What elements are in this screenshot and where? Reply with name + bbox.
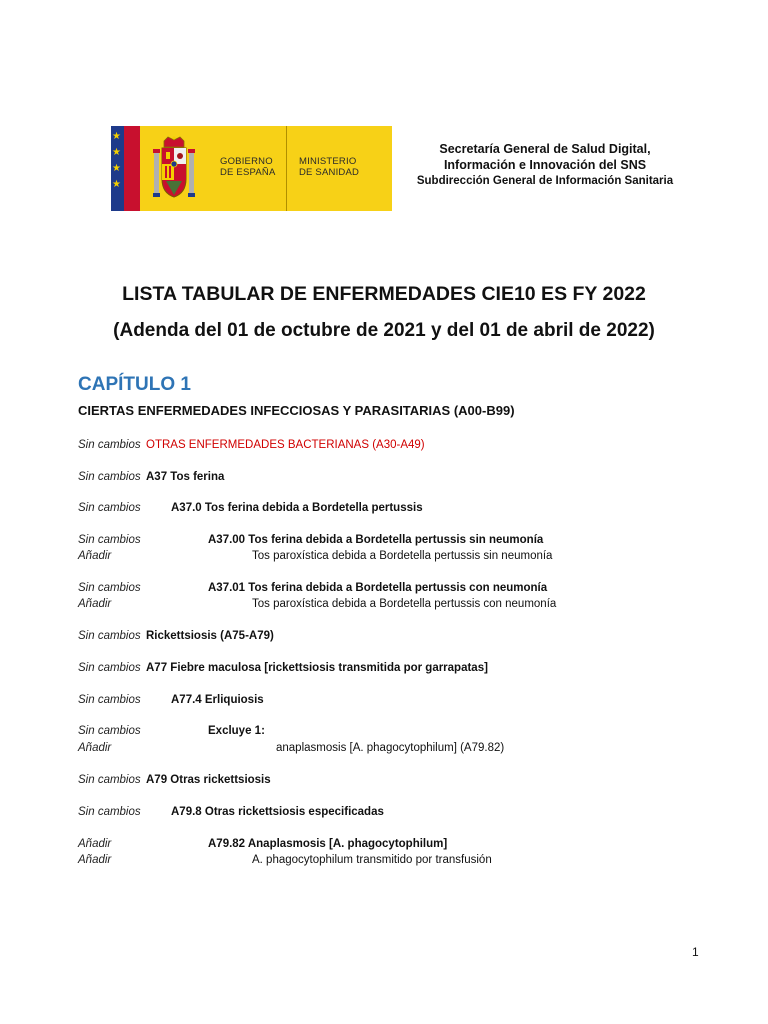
entry-text: A37.01 Tos ferina debida a Bordetella pertussis con neumonía <box>208 582 548 594</box>
entry-text: anaplasmosis [A. phagocytophilum] (A79.82) <box>276 742 505 754</box>
star-icon: ★ <box>112 147 121 158</box>
chapter-heading: CAPÍTULO 1 <box>78 374 191 395</box>
action-label: Sin cambios <box>78 582 141 594</box>
page-number: 1 <box>692 945 699 959</box>
entry-text: A37.00 Tos ferina debida a Bordetella pertussis sin neumonía <box>208 534 544 546</box>
entry-text: A77.4 Erliquiosis <box>171 694 264 706</box>
document-title: LISTA TABULAR DE ENFERMEDADES CIE10 ES FY 2022 <box>122 283 646 305</box>
entry-row <box>0 740 768 756</box>
entry-row <box>0 692 768 708</box>
entry-row <box>0 836 768 852</box>
action-label: Añadir <box>78 598 112 610</box>
chapter-subtitle: CIERTAS ENFERMEDADES INFECCIOSAS Y PARASITARIAS (A00-B99) <box>78 403 515 418</box>
entry-row <box>0 660 768 676</box>
entry-text: OTRAS ENFERMEDADES BACTERIANAS (A30-A49) <box>146 439 425 451</box>
action-label: Sin cambios <box>78 806 141 818</box>
action-label: Sin cambios <box>78 439 141 451</box>
action-label: Sin cambios <box>78 662 141 674</box>
government-logo <box>111 126 392 211</box>
action-label: Añadir <box>78 838 112 850</box>
agency-line-2: Información e Innovación del SNS <box>443 158 647 172</box>
gobierno-text: GOBIERNO DE ESPAÑA <box>220 156 276 178</box>
entry-row <box>0 548 768 564</box>
action-label: Sin cambios <box>78 725 141 737</box>
entry-text: Tos paroxística debida a Bordetella pertussis sin neumonía <box>252 550 553 562</box>
entry-row <box>0 772 768 788</box>
document-subtitle: (Adenda del 01 de octubre de 2021 y del 01 de abril de 2022) <box>113 320 655 341</box>
entry-row <box>0 628 768 644</box>
entry-text: Rickettsiosis (A75-A79) <box>146 630 274 642</box>
entry-row <box>0 804 768 820</box>
eu-flag-strip <box>111 126 140 211</box>
entry-row <box>0 532 768 548</box>
entry-text: Excluye 1: <box>208 725 265 737</box>
action-label: Añadir <box>78 742 112 754</box>
entry-row <box>0 596 768 612</box>
entry-row <box>0 723 768 739</box>
action-label: Añadir <box>78 854 112 866</box>
action-label: Sin cambios <box>78 694 141 706</box>
coat-of-arms-icon <box>152 135 196 203</box>
agency-header <box>400 141 690 189</box>
entry-row <box>0 500 768 516</box>
action-label: Sin cambios <box>78 471 141 483</box>
entry-text: A37 Tos ferina <box>146 471 225 483</box>
star-icon: ★ <box>112 179 121 190</box>
ministerio-text: MINISTERIO DE SANIDAD <box>299 156 360 178</box>
entry-row <box>0 437 768 453</box>
entry-text: Tos paroxística debida a Bordetella pertussis con neumonía <box>252 598 557 610</box>
entry-row <box>0 469 768 485</box>
action-label: Sin cambios <box>78 774 141 786</box>
agency-line-3: Subdirección General de Información Sanitaria <box>416 175 674 187</box>
action-label: Sin cambios <box>78 534 141 546</box>
entry-row <box>0 852 768 868</box>
entry-text: A79 Otras rickettsiosis <box>146 774 271 786</box>
star-icon: ★ <box>112 131 121 142</box>
agency-line-1: Secretaría General de Salud Digital, <box>439 142 651 156</box>
entry-text: A77 Fiebre maculosa [rickettsiosis transmitida por garrapatas] <box>146 662 488 674</box>
action-label: Sin cambios <box>78 502 141 514</box>
entry-text: A37.0 Tos ferina debida a Bordetella pertussis <box>171 502 423 514</box>
star-icon: ★ <box>112 163 121 174</box>
action-label: Sin cambios <box>78 630 141 642</box>
entry-text: A79.82 Anaplasmosis [A. phagocytophilum] <box>208 838 448 850</box>
entry-text: A. phagocytophilum transmitido por transfusión <box>252 854 492 866</box>
action-label: Añadir <box>78 550 112 562</box>
entry-text: A79.8 Otras rickettsiosis especificadas <box>171 806 384 818</box>
entry-row <box>0 580 768 596</box>
